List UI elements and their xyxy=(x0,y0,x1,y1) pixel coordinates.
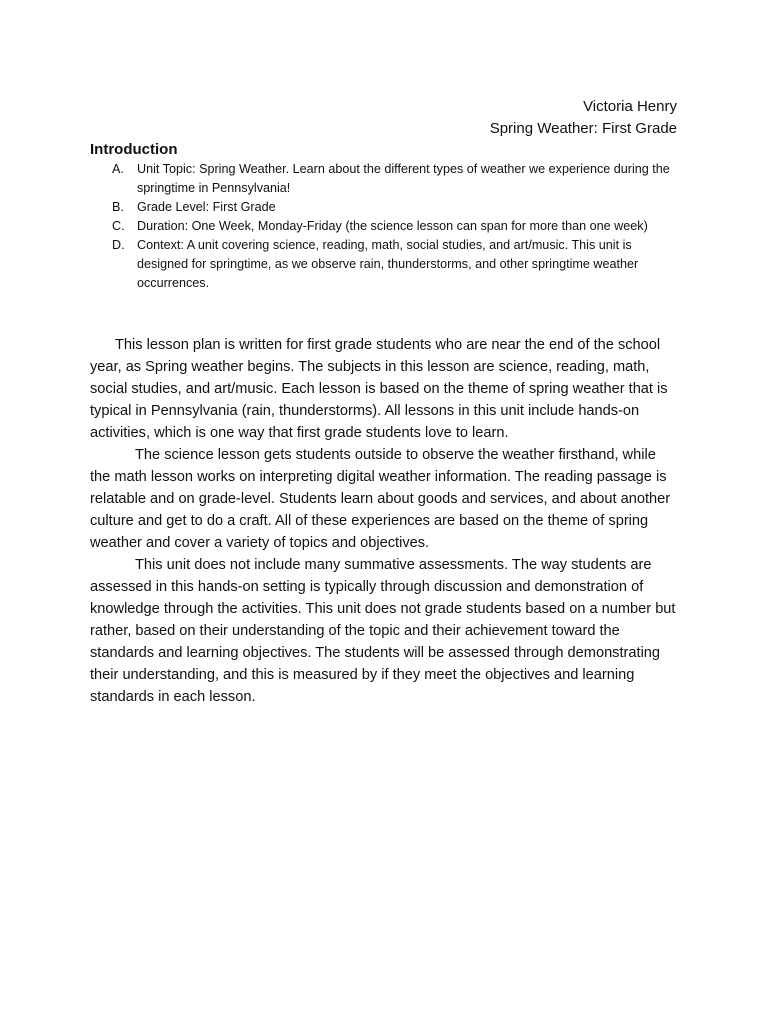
paragraph-overview: This lesson plan is written for first grade students who are near the end of the school year, as Spring weather begins. The subjects in this lesson are science, reading, math, social studies, and art/music. Each lesson is based on the theme of spring weather that is typical in Pennsylvania (rain, thunderstorms). All lessons in this unit include hands-on activities, which is one way that first grade students love to learn. xyxy=(90,337,668,441)
list-item-text: Context: A unit covering science, reading, math, social studies, and art/music. This unit is designed for springtime, as we observe rain, thunderstorms, and other springtime weather occurrences. xyxy=(137,238,639,290)
intro-item-grade-level xyxy=(90,198,680,217)
list-marker: A. xyxy=(112,162,124,176)
introduction-heading: Introduction xyxy=(90,141,178,158)
intro-item-unit-topic xyxy=(90,160,680,198)
list-item-text: Unit Topic: Spring Weather. Learn about the different types of weather we experience during the springtime in Pennsylvania! xyxy=(137,162,670,195)
list-marker: D. xyxy=(112,238,125,252)
list-marker: C. xyxy=(112,219,125,233)
author-name: Victoria Henry xyxy=(583,98,677,115)
paragraph-assessment: This unit does not include many summative assessments. The way students are assessed in this hands-on setting is typically through discussion and demonstration of knowledge through the activities. This unit does not grade students based on a number but rather, based on their understanding of the topic and their achievement toward the standards and learning objectives. The students will be assessed through demonstrating their understanding, and this is measured by if they meet the objectives and learning standards in each lesson. xyxy=(90,557,676,705)
document-title: Spring Weather: First Grade xyxy=(489,120,677,137)
intro-item-duration xyxy=(90,217,680,236)
intro-item-context xyxy=(90,236,680,293)
list-marker: B. xyxy=(112,200,124,214)
document-header xyxy=(490,96,677,140)
introduction-list xyxy=(90,160,680,293)
list-item-text: Grade Level: First Grade xyxy=(137,200,276,214)
paragraph-lessons: The science lesson gets students outside to observe the weather firsthand, while the math lesson works on interpreting digital weather information. The reading passage is relatable and on grade-level. Students learn about goods and services, and about another culture and get to do a craft. All of these experiences are based on the theme of spring weather and cover a variety of topics and objectives. xyxy=(90,447,671,551)
list-item-text: Duration: One Week, Monday-Friday (the science lesson can span for more than one week) xyxy=(137,219,648,233)
body-text xyxy=(90,334,680,708)
